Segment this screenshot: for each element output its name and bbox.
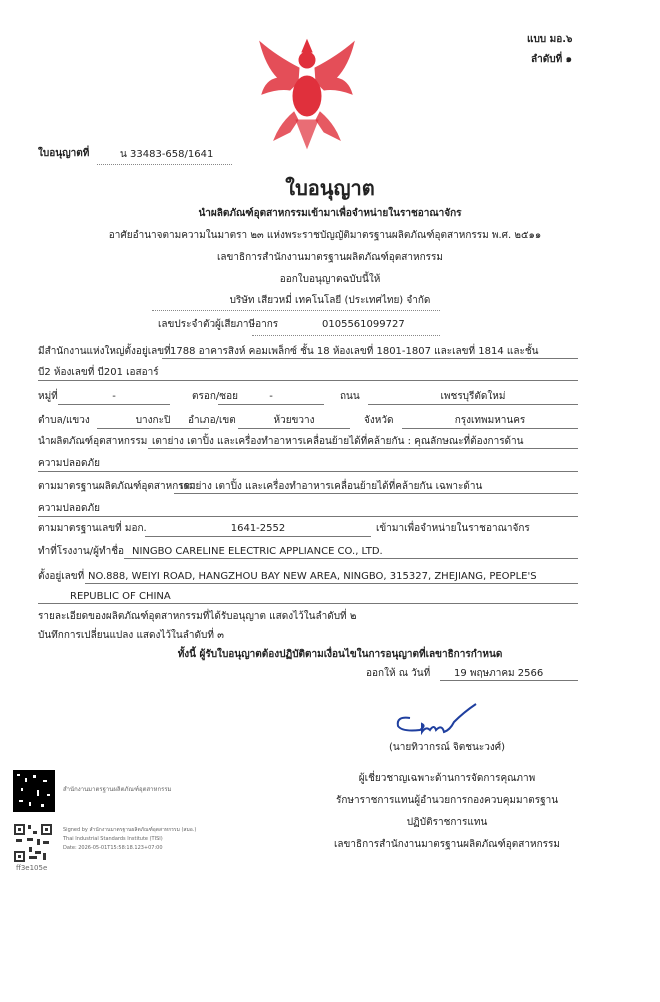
divider [152, 310, 440, 311]
hq-address-line1: 1788 อาคารสิงห์ คอมเพล็กซ์ ชั้น 18 ห้องเลขที่ 1801-1807 และเลขที่ 1814 และชั้น [162, 345, 578, 359]
intro-line: เลขาธิการสำนักงานมาตรฐานผลิตภัณฑ์อุตสาหกรรม [217, 252, 443, 263]
digital-sign-date: Date: 2026-05-01T15:58:18.123+07:00 [63, 845, 163, 851]
divider [252, 335, 440, 336]
signer-title: เลขาธิการสำนักงานมาตรฐานผลิตภัณฑ์อุตสาหกรรม [334, 839, 560, 850]
license-no-label: ใบอนุญาตที่ [38, 148, 90, 159]
factory-address-label: ตั้งอยู่เลขที่ [38, 571, 85, 582]
standard-line2: ความปลอดภัย [38, 502, 578, 517]
intro-line: ออกใบอนุญาตฉบับนี้ให้ [279, 274, 381, 285]
product-line1: เตาย่าง เตาปิ้ง และเครื่องทำอาหารเคลื่อนย้ายได้ที่คล้ายกัน : คุณลักษณะที่ต้องการด้าน [148, 435, 578, 449]
note-line: บันทึกการเปลี่ยนแปลง แสดงไว้ในลำดับที่ ๓ [38, 630, 224, 641]
product-line2: ความปลอดภัย [38, 457, 578, 472]
condition-text: ทั้งนี้ ผู้รับใบอนุญาตต้องปฏิบัติตามเงื่อนไขในการอนุญาตที่เลขาธิการกำหนด [177, 649, 503, 660]
subtitle: นำผลิตภัณฑ์อุตสาหกรรมเข้ามาเพื่อจำหน่ายในราชอาณาจักร [198, 208, 462, 219]
hq-label: มีสำนักงานแห่งใหญ่ตั้งอยู่เลขที่ [38, 346, 171, 357]
tis-value: 1641-2552 [145, 522, 371, 537]
signer-title: ผู้เชี่ยวชาญเฉพาะด้านการจัดการคุณภาพ [358, 773, 536, 784]
issued-label: ออกให้ ณ วันที่ [366, 668, 431, 679]
road-value: เพชรบุรีตัดใหม่ [368, 390, 578, 405]
standard-label: ตามมาตรฐานผลิตภัณฑ์อุตสาหกรรม [38, 481, 196, 492]
garuda-emblem-icon [256, 36, 358, 154]
factory-address-line2: REPUBLIC OF CHINA [38, 590, 578, 604]
province-value: กรุงเทพมหานคร [402, 414, 578, 429]
soi-label: ตรอก/ซอย [192, 391, 238, 402]
moo-value: - [58, 390, 170, 405]
intro-line: อาศัยอำนาจตามความในมาตรา ๒๓ แห่งพระราชบัญญัติมาตรฐานผลิตภัณฑ์อุตสาหกรรม พ.ศ. ๒๕๑๑ [108, 230, 542, 241]
signature-image [392, 702, 482, 738]
qr-code-icon [13, 823, 53, 863]
license-no-value: น 33483-658/1641 [120, 149, 214, 160]
province-label: จังหวัด [364, 415, 394, 426]
note-line: รายละเอียดของผลิตภัณฑ์อุตสาหกรรมที่ได้รับอนุญาต แสดงไว้ในลำดับที่ ๒ [38, 611, 357, 622]
moo-label: หมู่ที่ [38, 391, 58, 402]
soi-value: - [218, 390, 324, 405]
subdistrict-value: บางกะปิ [97, 414, 209, 429]
page-title: ใบอนุญาต [285, 176, 375, 200]
form-code: แบบ มอ.๖ [527, 34, 573, 45]
qr-code-id: ff3e105e [16, 864, 48, 872]
digital-sign-org: Thai Industrial Standards Institute (TISI) [63, 836, 163, 842]
company-name: บริษัท เสียวหมี่ เทคโนโลยี (ประเทศไทย) จำกัด [229, 295, 431, 306]
tax-id-value: 0105561099727 [322, 319, 405, 330]
factory-value: NINGBO CARELINE ELECTRIC APPLIANCE CO., LTD. [124, 545, 578, 559]
product-label: นำผลิตภัณฑ์อุตสาหกรรม [38, 436, 148, 447]
road-label: ถนน [340, 391, 360, 402]
sequence-label: ลำดับที่ ๑ [531, 54, 573, 65]
signer-title: ปฏิบัติราชการแทน [406, 817, 488, 828]
issued-date: 19 พฤษภาคม 2566 [440, 667, 578, 681]
digital-sign-office: สำนักงานมาตรฐานผลิตภัณฑ์อุตสาหกรรม [63, 786, 172, 793]
district-value: ห้วยขวาง [238, 414, 350, 429]
tis-label: ตามมาตรฐานเลขที่ มอก. [38, 523, 147, 534]
signer-name: (นายทิวากรณ์ จิตชนะวงศ์) [388, 742, 506, 753]
digital-sign-signed-by: Signed by สำนักงานมาตรฐานผลิตภัณฑ์อุตสาหกรรม (สมอ.) [63, 827, 197, 833]
factory-address-line1: NO.888, WEIYI ROAD, HANGZHOU BAY NEW AREA, NINGBO, 315327, ZHEJIANG, PEOPLE'S [85, 570, 578, 584]
subdistrict-label: ตำบล/แขวง [38, 415, 90, 426]
divider [97, 164, 232, 165]
standard-line1: เตาย่าง เตาปิ้ง และเครื่องทำอาหารเคลื่อนย้ายได้ที่คล้ายกัน เฉพาะด้าน [174, 480, 578, 494]
factory-label: ทำที่โรงงาน/ผู้ทำชื่อ [38, 546, 124, 557]
hq-address-line2: บี2 ห้องเลขที่ บี201 เอสอาร์ [38, 366, 578, 381]
tis-suffix: เข้ามาเพื่อจำหน่ายในราชอาณาจักร [376, 523, 530, 534]
barcode-icon [13, 770, 55, 812]
signer-title: รักษาราชการแทนผู้อำนวยการกองควบคุมมาตรฐาน [335, 795, 559, 806]
tax-id-label: เลขประจำตัวผู้เสียภาษีอากร [158, 319, 279, 330]
district-label: อำเภอ/เขต [188, 415, 236, 426]
